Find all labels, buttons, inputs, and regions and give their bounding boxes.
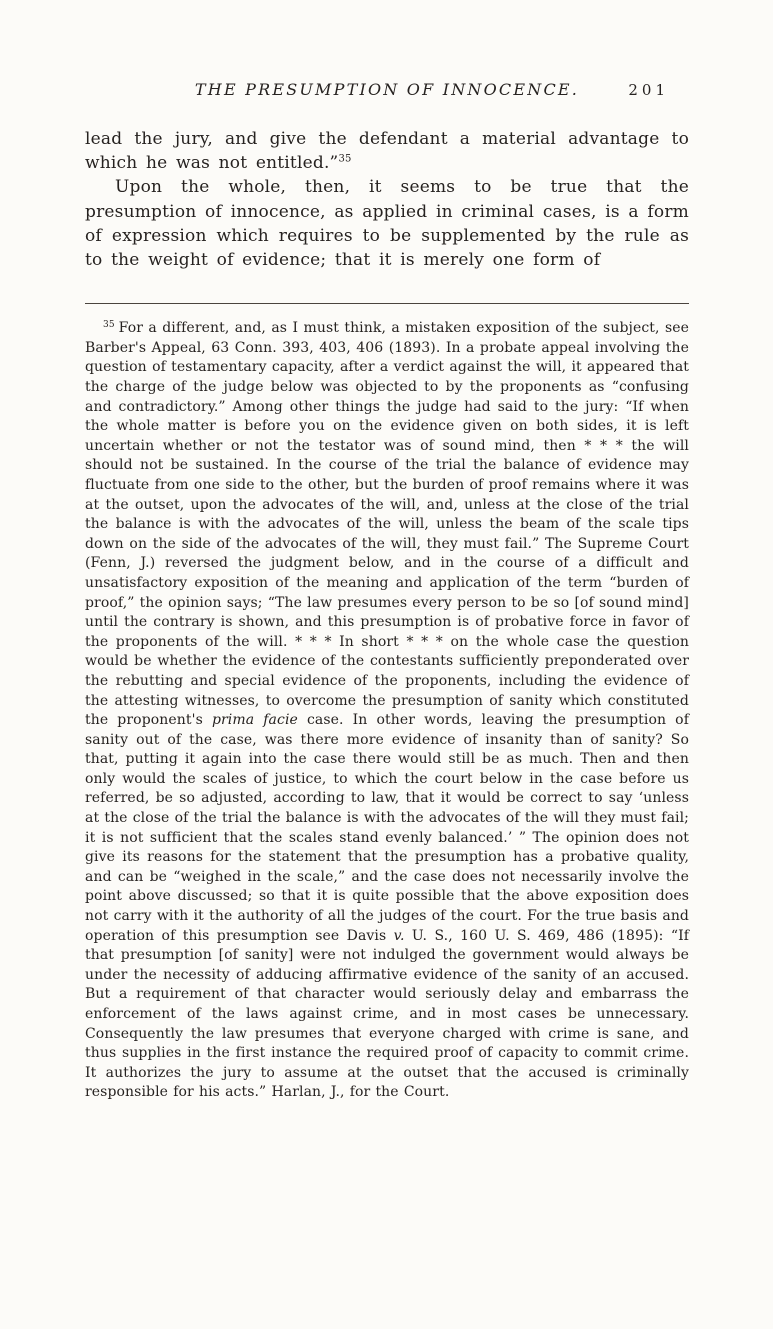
footnote xyxy=(85,319,689,1103)
footnote-reference: 35 xyxy=(338,153,352,165)
running-head xyxy=(85,80,689,99)
footnote-marker: 35 xyxy=(103,319,115,330)
page-title: THE PRESUMPTION OF INNOCENCE. xyxy=(194,80,580,99)
paragraph-text: lead the jury, and give the defendant a material advantage to which he was not entitled.” xyxy=(85,129,689,174)
body-paragraph-2 xyxy=(85,175,689,272)
page-number: 201 xyxy=(628,81,669,99)
footnote-text: For a different, and, as I must think, a mistaken exposition of the subject, see Barber's Appeal, 63 Conn. 393, 403, 406 (1893). In a probate appeal involving the question of testamentary capacity, after a verdict against the will, it appeared that the charge of the judge below was objected to by the proponents as “confusing and contradictory.” Among other things the judge had said to the jury: “If when the whole matter is before you on the evidence given on both sides, it is left uncertain whether or not the testator was of sound mind, then * * * the will should not be sustained. In the course of the trial the balance of evidence may fluctuate from one side to the other, but the burden of proof remains where it was at the outset, upon the advocates of the will, and, unless at the close of the trial the balance is with the advocates of the will, unless the beam of the scale tips down on the side of the advocates of the will, they must fail.” The Supreme Court (Fenn, J.) reversed the judgment below, and in the course of a difficult and unsatisfactory exposition of the meaning and application of the term “burden of proof,” the opinion says; “The law presumes every person to be so [of sound mind] until the contrary is shown, and this presumption is of probative force in favor of the proponents of the will. * * * In short * * * on the whole case the question would be whether the evidence of the contestants sufficiently preponderated over the rebutting and special evidence of the proponents, including the evidence of the attesting witnesses, to overcome the presumption of sanity which constituted the proponent's prima facie case. In other words, leaving the presumption of sanity out of the case, was there more evidence of insanity than of sanity? So that, putting it again into the case there would still be as much. Then and then only would the scales of justice, to which the court below in the case before us referred, be so adjusted, according to law, that it would be correct to say ‘unless at the close of the trial the balance is with the advocates of the will they must fail; it is not sufficient that the scales stand evenly balanced.’ ” The opinion does not give its reasons for the statement that the presumption has a probative quality, and can be “weighed in the scale,” and the case does not necessarily involve the point above discussed; so that it is quite possible that the above exposition does not carry with it the authority of all the judges of the court. For the true basis and operation of this presumption see Davis v. U. S., 160 U. S. 469, 486 (1895): “If that presumption [of sanity] were not indulged the government would always be under the necessity of adducing affirmative evidence of the sanity of an accused. But a requirement of that character would seriously delay and embarrass the enforcement of the laws against crime, and in most cases be unnecessary. Consequently the law presumes that everyone charged with crime is sane, and thus supplies in the first instance the required proof of capacity to commit crime. It authorizes the jury to assume at the outset that the accused is criminally responsible for his acts.” Harlan, J., for the Court. xyxy=(85,320,690,1101)
paragraph-text: Upon the whole, then, it seems to be true that the presumption of innocence, as applied in criminal cases, is a form of expression which requires to be supplemented by the rule as to the weight of evidence; that it is merely one form of xyxy=(85,177,689,271)
footnote-divider xyxy=(85,303,689,304)
body-text xyxy=(85,127,689,272)
body-paragraph-1 xyxy=(85,127,689,175)
